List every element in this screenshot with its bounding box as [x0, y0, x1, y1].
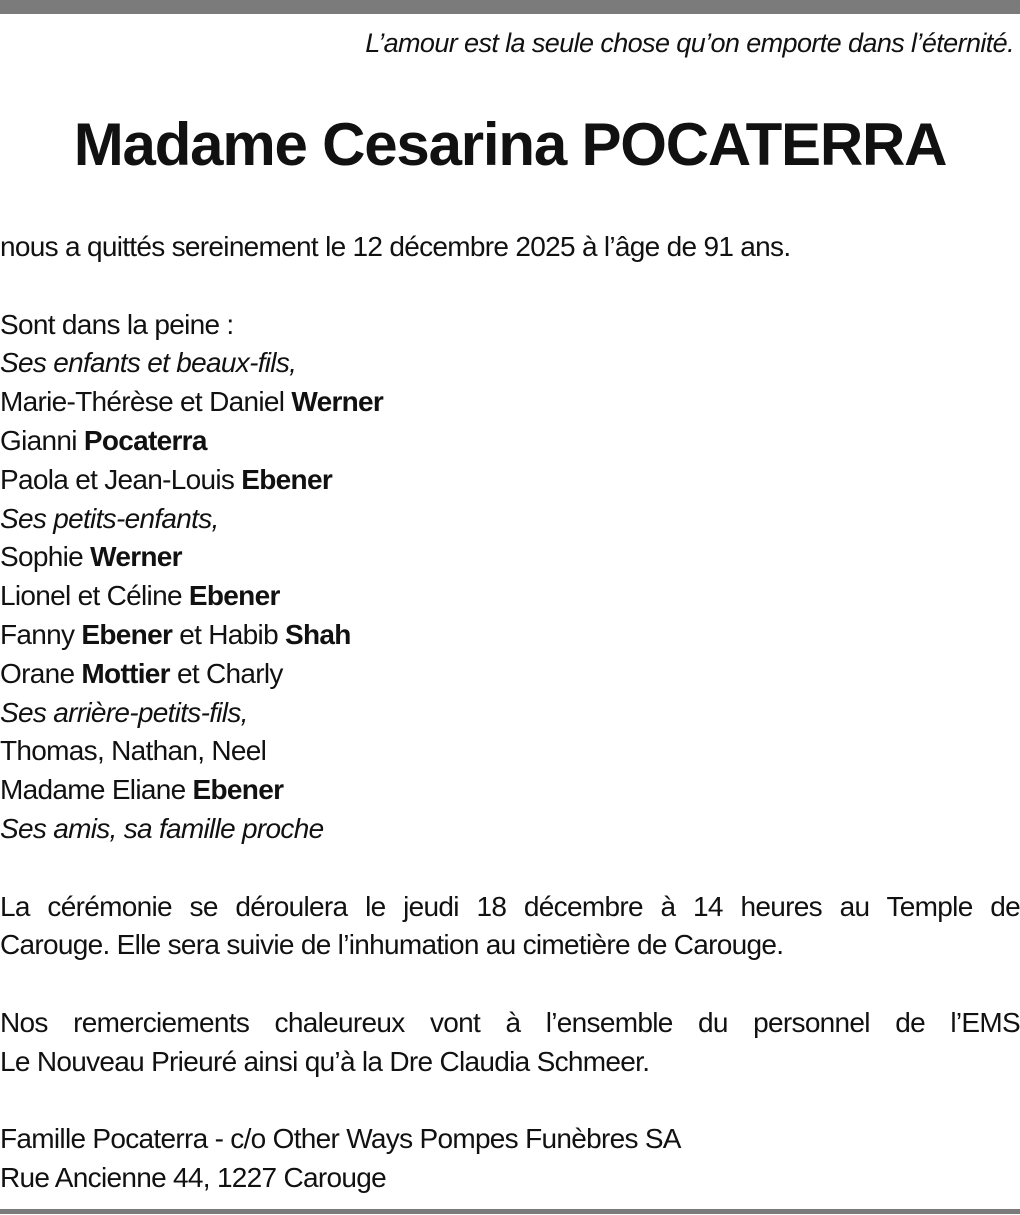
- mourner-line: Madame Eliane Ebener: [0, 774, 284, 806]
- mourners-heading: Sont dans la peine :: [0, 308, 234, 340]
- grandchildren-heading: Ses petits-enfants,: [0, 502, 219, 534]
- top-rule: [0, 0, 1020, 14]
- epigraph-quote: L’amour est la seule chose qu’on emporte dans l’éternité.: [365, 28, 1014, 58]
- mourner-line: Lionel et Céline Ebener: [0, 580, 280, 612]
- ceremony-paragraph: [0, 888, 1020, 966]
- mourner-line: Fanny Ebener et Habib Shah: [0, 618, 351, 650]
- contact-line-1: Famille Pocaterra - c/o Other Ways Pompes Funèbres SA: [0, 1123, 681, 1155]
- great-grandchildren-heading: Ses arrière-petits-fils,: [0, 696, 248, 728]
- thanks-line-2: Le Nouveau Prieuré ainsi qu’à la Dre Claudia Schmeer.: [0, 1045, 650, 1077]
- mourner-line: Orane Mottier et Charly: [0, 657, 283, 689]
- mourner-line: Paola et Jean-Louis Ebener: [0, 463, 333, 495]
- mourner-line: Marie-Thérèse et Daniel Werner: [0, 386, 384, 418]
- mourner-line: Gianni Pocaterra: [0, 424, 207, 456]
- notice-body: [0, 228, 1020, 1198]
- friends-line: Ses amis, sa famille proche: [0, 812, 324, 844]
- bottom-rule: [0, 1209, 1020, 1214]
- ceremony-line-2: Carouge. Elle sera suivie de l’inhumation au cimetière de Carouge.: [0, 929, 784, 961]
- ceremony-line-1: La cérémonie se déroulera le jeudi 18 décembre à 14 heures au Temple de: [0, 890, 1020, 922]
- thanks-paragraph: [0, 1004, 1020, 1082]
- deceased-name-title: Madame Cesarina POCATERRA: [73, 111, 947, 178]
- mourner-line: Sophie Werner: [0, 541, 182, 573]
- mourner-line: Thomas, Nathan, Neel: [0, 735, 267, 767]
- intro-text: nous a quittés sereinement le 12 décembre 2025 à l’âge de 91 ans.: [0, 231, 791, 262]
- contact-line-2: Rue Ancienne 44, 1227 Carouge: [0, 1162, 387, 1194]
- children-heading: Ses enfants et beaux-fils,: [0, 347, 297, 379]
- thanks-line-1: Nos remerciements chaleureux vont à l’ensemble du personnel de l’EMS: [0, 1006, 1020, 1038]
